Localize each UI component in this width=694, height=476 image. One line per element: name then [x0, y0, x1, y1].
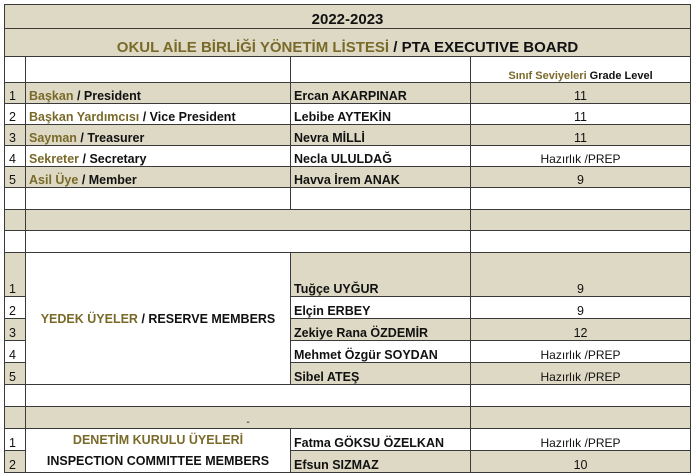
inspection-row: [5, 429, 691, 451]
row-number: 3: [5, 125, 26, 146]
inspection-label-en: INSPECTION COMMITTEE MEMBERS: [46, 453, 270, 468]
member-name: Efsun SIZMAZ: [291, 451, 471, 473]
role-cell: [26, 167, 291, 188]
empty-cell: [5, 57, 26, 83]
member-grade: Hazırlık /PREP: [471, 429, 691, 451]
role-tr: Başkan Yardımcısı: [29, 110, 140, 124]
role-cell: [26, 146, 291, 167]
spacer-row: [5, 231, 691, 253]
member-name: Havva İrem ANAK: [291, 167, 471, 188]
reserve-members-label: [26, 253, 291, 385]
empty-cell: [471, 210, 691, 231]
row-number: 1: [5, 429, 26, 451]
row-number: 1: [5, 83, 26, 104]
empty-cell: [5, 385, 26, 407]
empty-cell: [26, 188, 291, 210]
reserve-row: [5, 253, 691, 297]
row-number: 4: [5, 146, 26, 167]
role-cell: [26, 125, 291, 146]
role-cell: [26, 83, 291, 104]
title-row: [5, 29, 691, 57]
member-grade: 12: [471, 319, 691, 341]
member-name: Tuğçe UYĞUR: [291, 253, 471, 297]
inspection-label-tr: DENETİM KURULU ÜYELERİ: [72, 432, 244, 447]
role-en: / Member: [78, 173, 137, 187]
board-row: [5, 125, 691, 146]
row-number: 4: [5, 341, 26, 363]
empty-cell: [26, 231, 471, 253]
board-row: [5, 104, 691, 125]
empty-cell: [471, 188, 691, 210]
member-name: Lebibe AYTEKİN: [291, 104, 471, 125]
empty-cell: [471, 231, 691, 253]
row-number: 1: [5, 253, 26, 297]
member-name: Ercan AKARPINAR: [291, 83, 471, 104]
member-name: Necla ULULDAĞ: [291, 146, 471, 167]
row-number: 2: [5, 104, 26, 125]
role-en: / Vice President: [139, 110, 236, 124]
role-tr: Sekreter: [29, 152, 80, 166]
title-separator: /: [389, 39, 402, 56]
role-en: / President: [73, 89, 141, 103]
spacer-row: [5, 188, 691, 210]
row-number: 5: [5, 363, 26, 385]
role-cell: [26, 104, 291, 125]
member-name: Sibel ATEŞ: [291, 363, 471, 385]
page-title: [5, 29, 691, 57]
board-row: [5, 167, 691, 188]
member-name: Elçin ERBEY: [291, 297, 471, 319]
empty-cell: [291, 188, 471, 210]
spacer-row: [5, 385, 691, 407]
school-year: 2022-2023: [5, 5, 691, 29]
member-grade: Hazırlık /PREP: [471, 146, 691, 167]
empty-cell: [471, 385, 691, 407]
reserve-label-en: / RESERVE MEMBERS: [137, 311, 276, 326]
title-tr: OKUL AİLE BİRLİĞİ YÖNETİM LİSTESİ: [116, 39, 390, 56]
title-year-row: [5, 5, 691, 29]
member-name: Zekiye Rana ÖZDEMİR: [291, 319, 471, 341]
grade-header-tr: Sınıf Seviyeleri: [508, 70, 587, 82]
member-name: Nevra MİLLİ: [291, 125, 471, 146]
row-number: 5: [5, 167, 26, 188]
role-tr: Sayman: [29, 131, 77, 145]
member-grade: 9: [471, 167, 691, 188]
member-grade: 9: [471, 253, 691, 297]
member-name: Mehmet Özgür SOYDAN: [291, 341, 471, 363]
member-grade: Hazırlık /PREP: [471, 341, 691, 363]
pta-board-table: [4, 4, 691, 473]
empty-cell: [26, 57, 291, 83]
empty-cell: [26, 385, 471, 407]
board-row: [5, 83, 691, 104]
member-grade: 10: [471, 451, 691, 473]
role-en: / Secretary: [79, 152, 147, 166]
empty-cell: [5, 407, 26, 429]
spacer-row: [5, 210, 691, 231]
member-grade: 9: [471, 297, 691, 319]
inspection-committee-label: [26, 429, 291, 473]
role-tr: Asil Üye: [29, 173, 79, 187]
role-en: / Treasurer: [76, 131, 145, 145]
role-tr: Başkan: [29, 89, 74, 103]
member-name: Fatma GÖKSU ÖZELKAN: [291, 429, 471, 451]
member-grade: 11: [471, 83, 691, 104]
row-number: 3: [5, 319, 26, 341]
empty-cell: [291, 57, 471, 83]
empty-cell: [26, 210, 471, 231]
grade-header-en: Grade Level: [586, 70, 653, 82]
member-grade: 11: [471, 125, 691, 146]
empty-cell: [5, 231, 26, 253]
grade-header-row: [5, 57, 691, 83]
member-grade: Hazırlık /PREP: [471, 363, 691, 385]
row-number: 2: [5, 297, 26, 319]
title-en: PTA EXECUTIVE BOARD: [401, 39, 579, 56]
row-number: 2: [5, 451, 26, 473]
board-row: [5, 146, 691, 167]
empty-cell: [471, 407, 691, 429]
grade-level-header: [471, 57, 691, 83]
empty-cell: [5, 188, 26, 210]
dash-mark: -: [26, 407, 471, 429]
member-grade: 11: [471, 104, 691, 125]
spacer-row: [5, 407, 691, 429]
reserve-label-tr: YEDEK ÜYELER: [40, 311, 138, 326]
empty-cell: [5, 210, 26, 231]
